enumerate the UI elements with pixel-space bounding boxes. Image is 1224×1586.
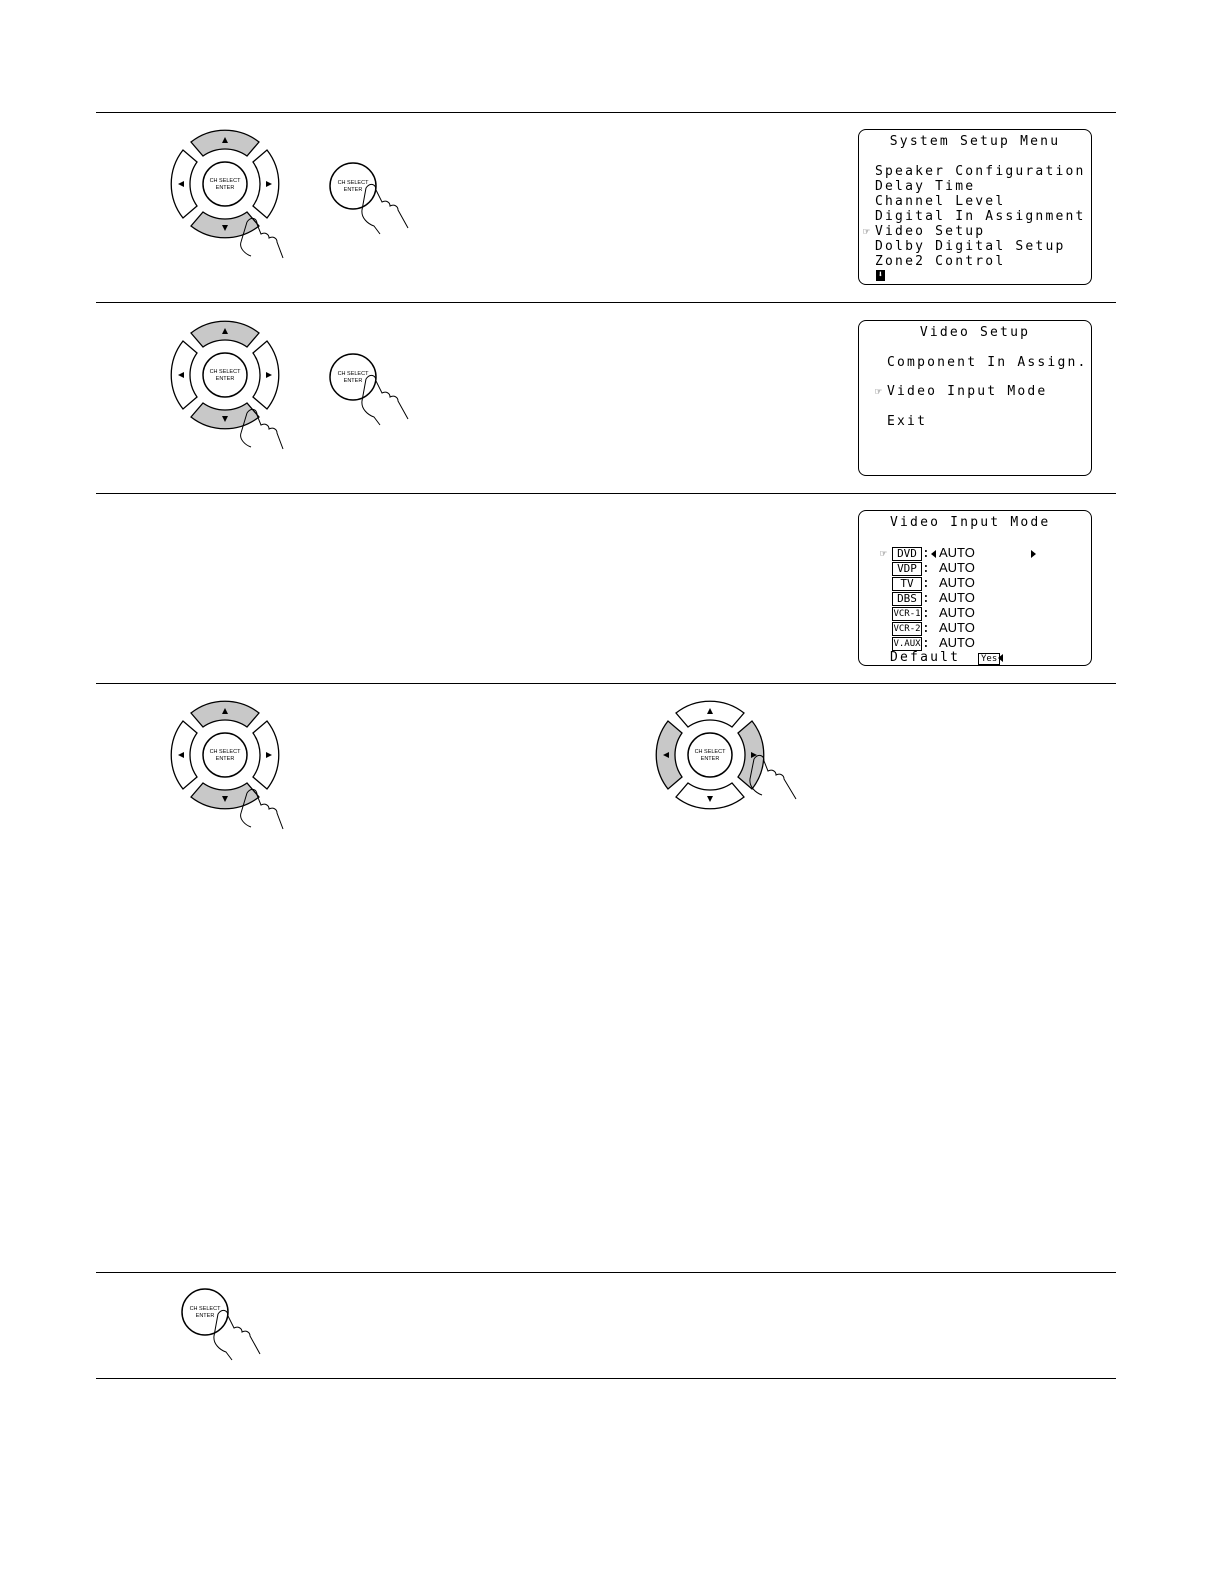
mode-value[interactable]: AUTO [939, 620, 975, 635]
mode-value[interactable]: AUTO [939, 560, 975, 575]
source-label-box: VCR-2 [893, 624, 921, 634]
mode-value[interactable]: AUTO [939, 635, 975, 650]
pointing-hand-icon: ☞ [863, 225, 870, 238]
enter-button[interactable] [330, 163, 376, 209]
enter-button-label-2: ENTER [215, 756, 235, 762]
section-divider [96, 1378, 1116, 1379]
source-label-box: TV [892, 577, 922, 591]
enter-button[interactable] [688, 733, 732, 777]
down-arrow-button[interactable] [191, 403, 259, 429]
enter-button[interactable] [182, 1289, 228, 1335]
dpad-control[interactable] [650, 695, 770, 815]
menu-item[interactable]: Delay Time [875, 179, 976, 194]
pointing-hand-icon: ☞ [880, 547, 887, 560]
enter-button-label-2: ENTER [195, 1313, 215, 1319]
osd-title: Video Setup [919, 325, 1031, 340]
menu-item-selected[interactable]: Video Setup [875, 224, 986, 239]
pointing-hand-icon: ☞ [875, 385, 882, 398]
enter-button-label-1: CH SELECT [209, 369, 241, 375]
mode-value[interactable]: AUTO [939, 545, 975, 560]
dpad-control[interactable] [165, 124, 285, 244]
video-setup-screen [858, 320, 1092, 476]
up-arrow-button[interactable] [191, 701, 259, 727]
section-divider [96, 493, 1116, 494]
left-arrow-button[interactable] [171, 150, 197, 218]
dpad-control[interactable] [165, 315, 285, 435]
mode-value[interactable]: AUTO [939, 605, 975, 620]
enter-button-label-1: CH SELECT [209, 178, 241, 184]
source-label-box: VDP [892, 562, 922, 576]
mode-value[interactable]: AUTO [939, 590, 975, 605]
menu-item[interactable]: Digital In Assignment [875, 209, 1086, 224]
enter-button-with-hand[interactable] [328, 160, 438, 250]
menu-item[interactable]: Channel Level [875, 194, 1006, 209]
enter-button-label-1: CH SELECT [209, 749, 241, 755]
source-label-box: DBS [892, 592, 922, 606]
enter-button-label-2: ENTER [343, 187, 363, 193]
right-selector-icon [1031, 550, 1036, 558]
menu-item[interactable]: Exit [887, 414, 928, 429]
up-arrow-button[interactable] [191, 130, 259, 156]
enter-button-label-1: CH SELECT [337, 180, 369, 186]
enter-button[interactable] [203, 733, 247, 777]
default-label: Default [890, 650, 961, 665]
mode-value[interactable]: AUTO [939, 575, 975, 590]
colon: : [922, 636, 933, 651]
enter-button[interactable] [203, 353, 247, 397]
source-label-box: V.AUX [893, 639, 921, 649]
source-label-box: VCR-1 [893, 609, 921, 619]
menu-item[interactable]: Component In Assign. [887, 355, 1088, 370]
down-arrow-button[interactable] [191, 783, 259, 809]
left-arrow-button[interactable] [171, 721, 197, 789]
colon: : [922, 576, 933, 591]
enter-button[interactable] [330, 354, 376, 400]
video-input-mode-screen [858, 510, 1092, 666]
section-divider [96, 302, 1116, 303]
up-arrow-button[interactable] [676, 701, 744, 727]
left-arrow-button[interactable] [171, 341, 197, 409]
dpad-control[interactable] [165, 695, 285, 815]
menu-item[interactable]: Speaker Configuration [875, 164, 1086, 179]
left-arrow-button[interactable] [656, 721, 682, 789]
menu-item-selected[interactable]: Video Input Mode [887, 384, 1048, 399]
enter-button-label-2: ENTER [700, 756, 720, 762]
menu-item[interactable]: Zone2 Control [875, 254, 1006, 269]
enter-button-with-hand[interactable] [180, 1286, 290, 1376]
osd-title: System Setup Menu [889, 134, 1061, 149]
colon: : [922, 606, 933, 621]
right-arrow-button[interactable] [253, 341, 279, 409]
enter-button-label-1: CH SELECT [189, 1306, 221, 1312]
enter-button[interactable] [203, 162, 247, 206]
section-divider [96, 683, 1116, 684]
enter-button-label-1: CH SELECT [337, 371, 369, 377]
enter-button-label-2: ENTER [215, 376, 235, 382]
left-selector-icon [998, 654, 1003, 662]
up-arrow-button[interactable] [191, 321, 259, 347]
scroll-down-icon: ⬇ [877, 270, 884, 280]
left-selector-icon [931, 550, 936, 558]
right-arrow-button[interactable] [253, 150, 279, 218]
section-divider [96, 112, 1116, 113]
colon: : [922, 561, 933, 576]
colon: : [922, 621, 933, 636]
colon: : [922, 591, 933, 606]
default-yes-box[interactable]: Yes [978, 653, 1000, 665]
system-setup-menu-screen [858, 129, 1092, 285]
enter-button-label-2: ENTER [215, 185, 235, 191]
enter-button-label-1: CH SELECT [694, 749, 726, 755]
down-arrow-button[interactable] [191, 212, 259, 238]
right-arrow-button[interactable] [253, 721, 279, 789]
enter-button-label-2: ENTER [343, 378, 363, 384]
enter-button-with-hand[interactable] [328, 351, 438, 441]
source-label-box: DVD [892, 547, 922, 561]
colon: : [922, 546, 933, 561]
section-divider [96, 1272, 1116, 1273]
osd-title: Video Input Mode [890, 515, 1051, 530]
down-arrow-button[interactable] [676, 783, 744, 809]
menu-item[interactable]: Dolby Digital Setup [875, 239, 1066, 254]
